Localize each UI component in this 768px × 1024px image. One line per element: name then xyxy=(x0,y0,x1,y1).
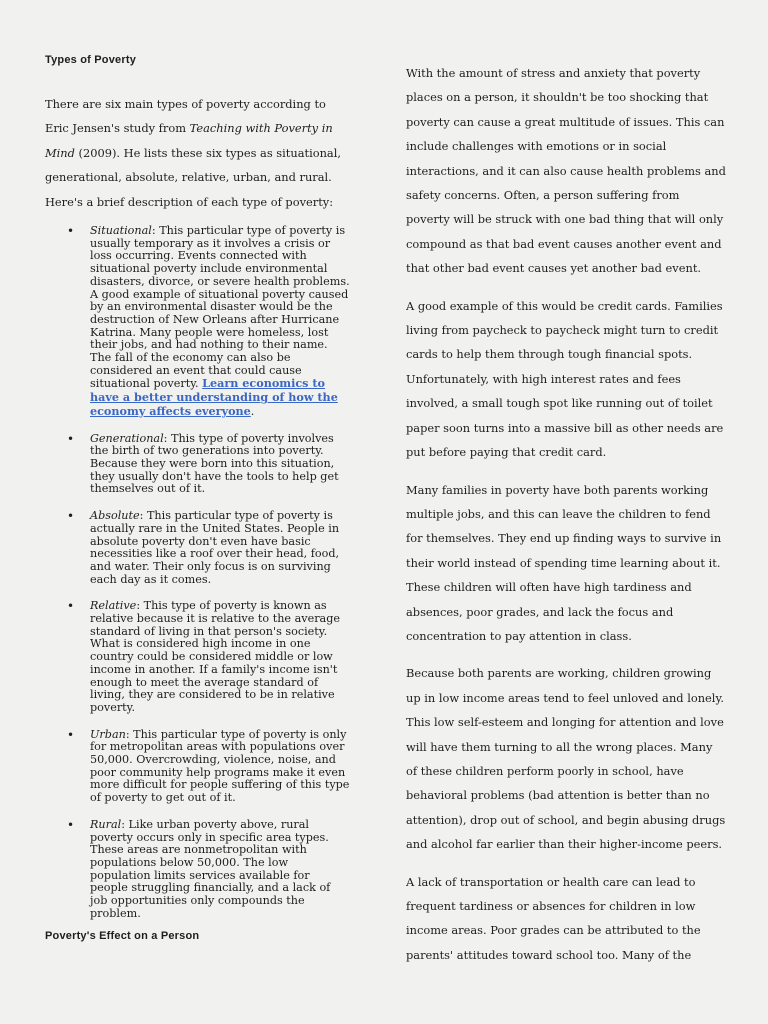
bullet-icon: • xyxy=(67,727,75,742)
list-item-urban xyxy=(45,729,350,805)
intro-paragraph xyxy=(45,92,350,214)
body-paragraph: A lack of transportation or health care can lead to frequent tardiness or absences for children in low income areas. Poor grades can be attributed to the parents' attitudes toward school too. Many of the xyxy=(406,874,701,962)
economics-link[interactable]: Learn economics to have a better understanding of how the economy affects everyone xyxy=(90,376,338,418)
term-relative: Relative xyxy=(90,599,137,613)
link-period: . xyxy=(250,404,255,418)
body-paragraph: Many families in poverty have both parents working multiple jobs, and this can leave the children to fend for themselves. They end up finding ways to survive in their world instead of spending time learning about it. These children will often have high tardiness and absences, poor grades, and lack the focus and concentration to pay attention in class. xyxy=(406,482,722,643)
term-rural: Rural xyxy=(90,817,122,831)
bullet-icon: • xyxy=(67,599,75,614)
section-heading-effect: Poverty's Effect on a Person xyxy=(45,930,200,943)
left-column xyxy=(45,54,350,942)
desc-situational: : This particular type of poverty is usually temporary as it involves a crisis or loss occurring. Events connected with situational poverty include environmental disasters, divorce, or severe health problems. A good example of situational poverty caused by an environmental disaster would be the destruction of New Orleans after Hurricane Katrina. Many people were homeless, lost their jobs, and had nothing to their name. The fall of the economy can also be considered an event that could cause situational poverty. xyxy=(90,224,350,391)
term-urban: Urban xyxy=(90,727,126,741)
term-situational: Situational xyxy=(90,224,152,238)
bullet-icon: • xyxy=(67,509,75,524)
book-title: Teaching with Poverty in Mind xyxy=(45,121,333,160)
desc-rural: : Like urban poverty above, rural poverty occurs only in specific area types. These areas are nonmetropolitan with populations below 50,000. The low population limits services available for people struggling financially, and a lack of job opportunities only compounds the problem. xyxy=(90,817,331,920)
term-generational: Generational xyxy=(90,431,164,445)
intro-text-start: There are six main types of poverty according to Eric Jensen's study from xyxy=(45,97,326,136)
list-item-rural xyxy=(45,819,350,921)
desc-urban: : This particular type of poverty is only for metropolitan areas with populations over 50,000. Overcrowding, violence, noise, and poor community help programs make it even more difficult for people suffering of this type of poverty to get out of it. xyxy=(90,727,350,805)
term-absolute: Absolute xyxy=(90,509,140,523)
list-item-relative xyxy=(45,600,350,714)
body-paragraph: A good example of this would be credit cards. Families living from paycheck to paycheck might turn to credit cards to help them through tough financial spots. Unfortunately, with high interest rates and fees involved, a small tough spot like running out of toilet paper soon turns into a massive bill as other needs are put before paying that credit card. xyxy=(406,298,724,460)
bullet-icon: • xyxy=(67,431,75,446)
desc-relative: : This type of poverty is known as relative because it is relative to the average standard of living in that person's society. What is considered high income in one country could be considered middle or low income in another. If a family's income isn't enough to meet the average standard of living, they are considered to be in relative poverty. xyxy=(90,599,340,714)
body-paragraph: With the amount of stress and anxiety that poverty places on a person, it shouldn't be too shocking that poverty can cause a great multitude of issues. This can include challenges with emotions or in social interactions, and it can also cause health problems and safety concerns. Often, a person suffering from poverty will be struck with one bad thing that will only compound as that bad event causes another event and that other bad event causes yet another bad event. xyxy=(406,66,726,276)
body-paragraph: Because both parents are working, children growing up in low income areas tend to feel unloved and lonely. This low self-esteem and longing for attention and love will have them turning to all the wrong places. Many of these children perform poorly in school, have behavioral problems (bad attention is better than no attention), drop out of school, and begin abusing drugs and alcohol far earlier than their higher-income peers. xyxy=(406,666,726,852)
section-heading-types: Types of Poverty xyxy=(45,54,137,66)
list-item-absolute xyxy=(45,510,350,586)
list-item-situational xyxy=(45,225,350,419)
list-item-generational xyxy=(45,433,350,497)
bullet-icon: • xyxy=(67,224,75,239)
desc-absolute: : This particular type of poverty is actually rare in the United States. People in absolute poverty don't even have basic necessities like a roof over their head, food, and water. Their only focus is on surviving each day as it comes. xyxy=(90,509,340,586)
intro-text-end: (2009). He lists these six types as situational, generational, absolute, relative, urban, and rural. Here's a brief description of each type of poverty: xyxy=(45,145,341,209)
desc-generational: : This type of poverty involves the birth of two generations into poverty. Because they were born into this situation, they usually don't have the tools to help get themselves out of it. xyxy=(90,431,339,496)
right-column xyxy=(406,61,726,980)
poverty-types-list xyxy=(45,225,350,920)
bullet-icon: • xyxy=(67,817,75,832)
